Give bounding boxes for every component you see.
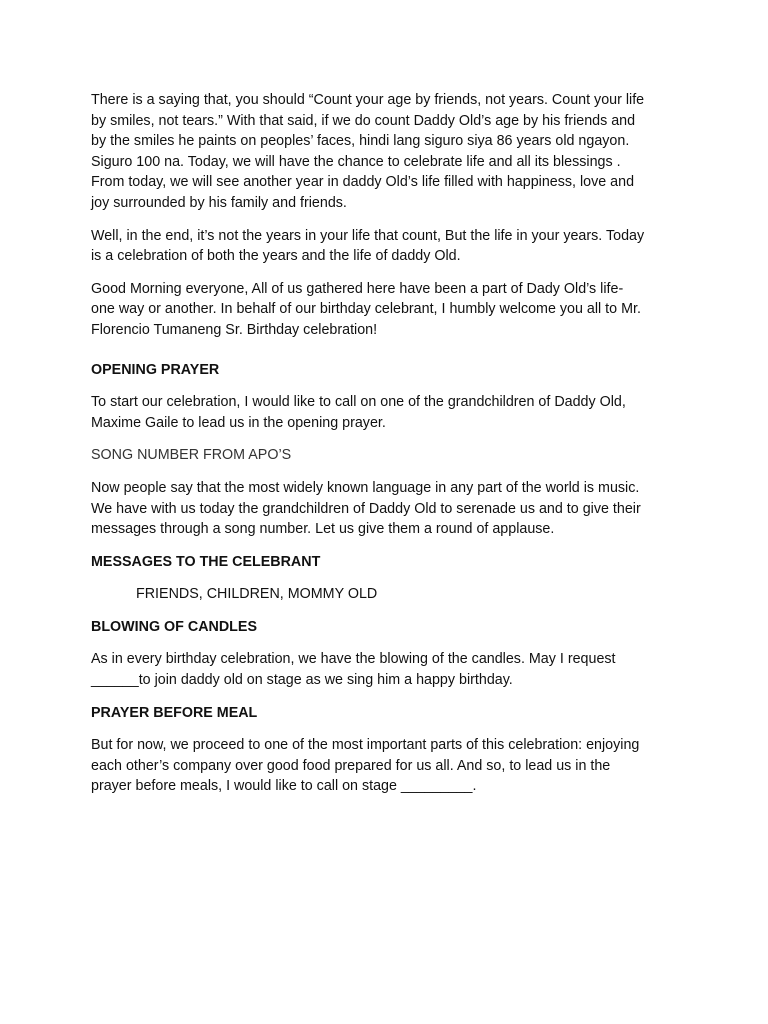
greeting-paragraph	[91, 279, 691, 341]
opening-prayer-paragraph	[91, 392, 691, 433]
meal-prayer-line: prayer before meals, I would like to call on stage _________.	[91, 778, 477, 795]
opening-prayer-line: Maxime Gaile to lead us in the opening prayer.	[91, 414, 386, 431]
greeting-line: Good Morning everyone, All of us gathered here have been a part of Dady Old’s life-	[91, 280, 624, 297]
intro-line: From today, we will see another year in daddy Old’s life filled with happiness, love and	[91, 174, 635, 191]
candles-heading: BLOWING OF CANDLES	[91, 618, 257, 635]
document-body	[91, 90, 691, 809]
song-heading: SONG NUMBER FROM APO’S	[91, 447, 292, 464]
meal-prayer-paragraph	[91, 735, 691, 797]
song-line: We have with us today the grandchildren of Daddy Old to serenade us and to give their	[91, 500, 641, 517]
opening-prayer-line: To start our celebration, I would like to call on one of the grandchildren of Daddy Old,	[91, 394, 626, 411]
intro-paragraph	[91, 90, 691, 214]
greeting-line: one way or another. In behalf of our birthday celebrant, I humbly welcome you all to Mr.	[91, 301, 641, 318]
song-line: messages through a song number. Let us give them a round of applause.	[91, 521, 555, 538]
intro-line: joy surrounded by his family and friends.	[91, 194, 347, 211]
song-line: Now people say that the most widely known language in any part of the world is music.	[91, 479, 640, 496]
greeting-line: Florencio Tumaneng Sr. Birthday celebration!	[91, 321, 378, 338]
opening-prayer-heading: OPENING PRAYER	[91, 361, 220, 378]
well-paragraph	[91, 226, 691, 267]
candles-line: As in every birthday celebration, we have the blowing of the candles. May I request	[91, 651, 616, 668]
intro-line: There is a saying that, you should “Count your age by friends, not years. Count your life	[91, 92, 645, 108]
well-line: Well, in the end, it’s not the years in your life that count, But the life in your years. Today	[91, 227, 645, 244]
meal-prayer-heading: PRAYER BEFORE MEAL	[91, 704, 258, 721]
meal-prayer-line: each other’s company over good food prepared for us all. And so, to lead us in the	[91, 757, 611, 774]
intro-line: by smiles, not tears.” With that said, if we do count Daddy Old’s age by his friends and	[91, 112, 636, 129]
candles-paragraph	[91, 649, 691, 690]
intro-line: Siguro 100 na. Today, we will have the chance to celebrate life and all its blessings .	[91, 153, 621, 170]
messages-heading: MESSAGES TO THE CELEBRANT	[91, 553, 321, 570]
intro-line: by the smiles he paints on peoples’ faces, hindi lang siguro siya 86 years old ngayon.	[91, 133, 630, 150]
messages-list: FRIENDS, CHILDREN, MOMMY OLD	[136, 586, 378, 603]
well-line: is a celebration of both the years and the life of daddy Old.	[91, 248, 461, 265]
song-paragraph	[91, 478, 691, 540]
meal-prayer-line: But for now, we proceed to one of the most important parts of this celebration: enjoying	[91, 737, 640, 754]
candles-line: ______to join daddy old on stage as we sing him a happy birthday.	[91, 672, 513, 689]
